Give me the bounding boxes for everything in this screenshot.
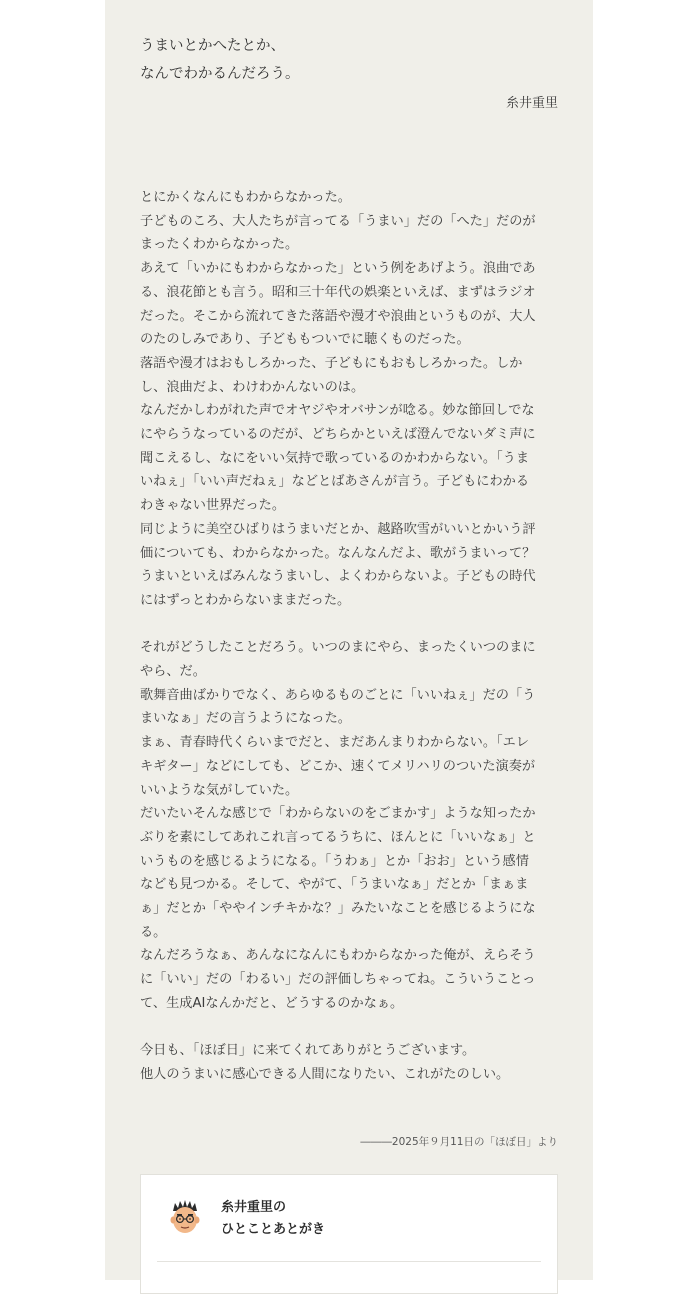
article-body [140, 186, 558, 1087]
body-line: ぁ」だとか「ややインチキかな？」みたいなことを感じるようにな [140, 901, 536, 917]
body-line: まぁ、青春時代くらいまでだと、まだあんまりわからない。「エレ [140, 735, 530, 751]
body-line: 他人のうまいに感心できる人間になりたい、これがたのしい。 [140, 1066, 510, 1082]
body-line: 同じように美空ひばりはうまいだとか、越路吹雪がいいとかいう評 [140, 521, 536, 537]
body-line: て、生成AIなんかだと、どうするのかなぁ。 [140, 995, 404, 1011]
card-divider [157, 1261, 541, 1262]
body-line: まったくわからなかった。 [140, 237, 299, 253]
headline-line-1: うまいとかへたとか、 [140, 38, 285, 54]
body-line: いねぇ」「いい声だねぇ」などとばあさんが言う。子どもにわかる [140, 474, 530, 490]
body-line: ぶりを素にしてあれこれ言ってるうちに、ほんとに「いいなぁ」と [140, 829, 536, 845]
body-line: あえて「いかにもわからなかった」という例をあげよう。浪曲であ [140, 261, 536, 277]
body-line: 子どものころ、大人たちが言ってる「うまい」だの「へた」だのが [140, 213, 536, 229]
body-line: にやらうなっているのだが、どちらかといえば澄んでないダミ声に [140, 427, 536, 443]
body-line: にはずっとわからないままだった。 [140, 592, 351, 608]
itoi-face-avatar-icon [165, 1197, 205, 1237]
afterword-card[interactable] [140, 1174, 558, 1294]
body-line: 聞こえるし、なにをいい気持で歌っているのかわからない。「うま [140, 450, 530, 466]
body-line: いうものを感じるようになる。「うわぁ」とか「おお」という感情 [140, 853, 529, 869]
body-line: る。 [140, 924, 167, 940]
body-line: なんだかしわがれた声でオヤジやオバサンが唸る。妙な節回しでな [140, 403, 535, 419]
afterword-title [221, 1197, 325, 1241]
body-line: うまいといえばみんなうまいし、よくわからないよ。子どもの時代 [140, 569, 536, 585]
body-line: 価についても、わからなかった。なんなんだよ、歌がうまいって？ [140, 545, 536, 561]
body-line: それがどうしたことだろう。いつのまにやら、まったくいつのまに [140, 640, 536, 656]
body-line: とにかくなんにもわからなかった。 [140, 190, 351, 205]
afterword-title-line-2: ひとことあとがき [221, 1222, 326, 1237]
body-line: なんだろうなぁ、あんなになんにもわからなかった俺が、えらそう [140, 948, 536, 964]
body-line: いいような気がしていた。 [140, 782, 299, 798]
paragraph-gap [140, 1016, 558, 1040]
body-line: やら、だ。 [140, 664, 206, 680]
body-line: 歌舞音曲ばかりでなく、あらゆるものごとに「いいねぇ」だの「う [140, 687, 536, 703]
body-line: なども見つかる。そして、やがて、「うまいなぁ」だとか「まぁま [140, 877, 529, 893]
article-inner [105, 32, 593, 1150]
body-line: 落語や漫才はおもしろかった、子どもにもおもしろかった。しか [140, 355, 523, 371]
source-credit: ―――2025年９月11日の「ほぼ日」より [360, 1135, 558, 1148]
body-line: だいたいそんな感じで「わからないのをごまかす」ような知ったか [140, 806, 536, 822]
headline [140, 32, 558, 88]
body-line: のたのしみであり、子どももついでに聴くものだった。 [140, 332, 470, 348]
body-line: 今日も、「ほぼ日」に来てくれてありがとうございます。 [140, 1043, 476, 1059]
body-line: キギター」などにしても、どこか、速くてメリハリのついた演奏が [140, 758, 536, 774]
author-name: 糸井重里 [505, 96, 558, 111]
paragraph-gap [140, 613, 558, 637]
body-line: し、浪曲だよ、わけわかんないのは。 [140, 379, 365, 395]
body-line: だった。そこから流れてきた落語や漫才や浪曲というものが、大人 [140, 308, 536, 324]
body-line: わきゃない世界だった。 [140, 498, 286, 514]
headline-line-2: なんでわかるんだろう。 [140, 66, 300, 82]
afterword-title-line-1: 糸井重里の [221, 1200, 287, 1215]
body-line: る、浪花節とも言う。昭和三十年代の娯楽といえば、まずはラジオ [140, 284, 536, 300]
article-column [105, 0, 593, 1280]
body-line: まいなぁ」だの言うようになった。 [140, 711, 351, 727]
body-line: に「いい」だの「わるい」だの評価しちゃってね。こういうことっ [140, 972, 536, 988]
